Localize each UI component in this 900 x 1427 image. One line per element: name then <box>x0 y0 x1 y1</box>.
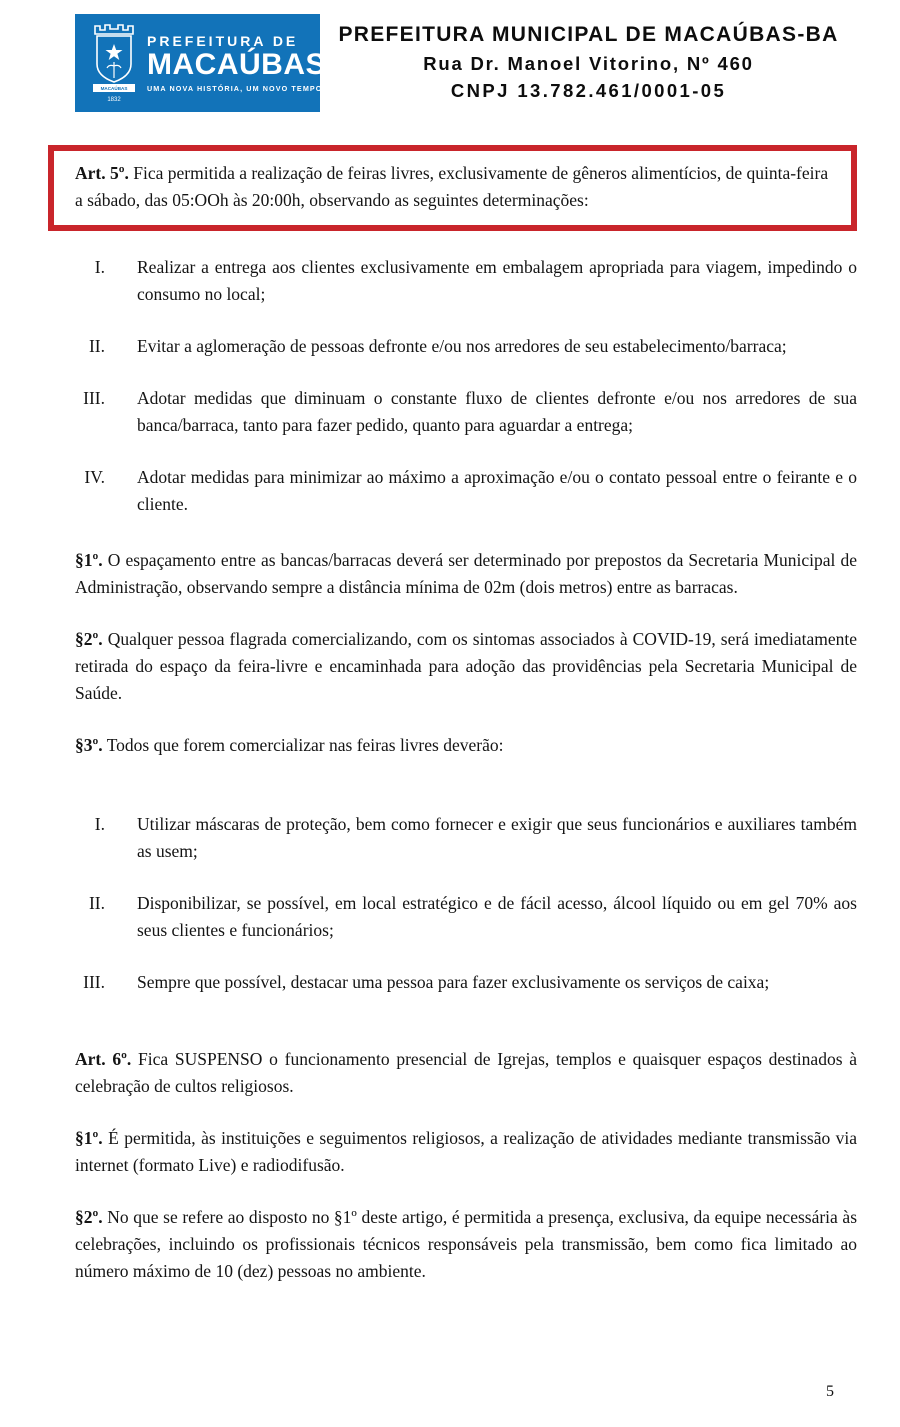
coat-of-arms-icon <box>85 20 143 106</box>
article-6-text: Fica SUSPENSO o funcionamento presencial de Igrejas, templos e quaisquer espaços destinados à celebração de cultos religiosos. <box>75 1049 858 1096</box>
list-item-text: Realizar a entrega aos clientes exclusivamente em embalagem apropriada para viagem, impedindo o consumo no local; <box>137 257 857 304</box>
list-item-text: Sempre que possível, destacar uma pessoa para fazer exclusivamente os serviços de caixa; <box>137 972 770 992</box>
article-6-paragraph-1 <box>75 1125 857 1179</box>
logo-tagline: UMA NOVA HISTÓRIA, UM NOVO TEMPO <box>147 84 323 93</box>
page-number: 5 <box>826 1383 834 1400</box>
city-logo <box>75 14 326 112</box>
paragraph-2 <box>75 626 857 707</box>
list-item-text: Adotar medidas para minimizar ao máximo a aproximação e/ou o contato pessoal entre o feirante e o cliente. <box>137 467 857 514</box>
article-5-label: Art. 5º. <box>75 163 129 183</box>
paragraph-label: §3º. <box>75 735 103 755</box>
list-item <box>75 385 857 439</box>
paragraph-text: O espaçamento entre as bancas/barracas deverá ser determinado por prepostos da Secretaria Municipal de Administração, observando sempre a distância mínima de 02m (dois metros) entre as barracas. <box>75 550 857 597</box>
logo-line-prefeitura: PREFEITURA DE <box>147 33 299 49</box>
list-item-numeral: III. <box>83 972 105 992</box>
article-6-paragraph-2 <box>75 1204 857 1285</box>
article-6-paragraph <box>75 1046 857 1100</box>
crest-year: 1832 <box>107 97 121 103</box>
list-item-text: Adotar medidas que diminuam o constante fluxo de clientes defronte e/ou nos arredores de sua banca/barraca, tanto para fazer pedido, quanto para aguardar a entrega; <box>137 388 857 435</box>
list-item <box>75 969 857 996</box>
list-item-numeral: III. <box>83 388 105 408</box>
logo-line-city: MACAÚBAS <box>147 48 326 81</box>
article-5-item-list <box>75 254 857 518</box>
paragraph-text: É permitida, às instituições e seguimentos religiosos, a realização de atividades mediante transmissão via internet (formato Live) e radiodifusão. <box>75 1128 858 1175</box>
list-item-text: Evitar a aglomeração de pessoas defronte e/ou nos arredores de seu estabelecimento/barraca; <box>137 336 787 356</box>
list-item-numeral: IV. <box>84 467 105 487</box>
list-item <box>75 254 857 308</box>
paragraph-label: §2º. <box>75 629 103 649</box>
municipality-address: Rua Dr. Manoel Vitorino, Nº 460 <box>423 53 754 74</box>
logo-wordmark <box>147 33 326 93</box>
paragraph-3-item-list <box>75 811 857 996</box>
list-item <box>75 333 857 360</box>
paragraph-3 <box>75 732 857 759</box>
svg-text:MACAÚBAS: MACAÚBAS <box>100 86 128 91</box>
paragraph-text: Todos que forem comercializar nas feiras livres deverão: <box>106 735 504 755</box>
article-5-text: Fica permitida a realização de feiras livres, exclusivamente de gêneros alimentícios, de quinta-feira a sábado, das 05:OOh às 20:00h, observando as seguintes determinações: <box>75 163 829 210</box>
paragraph-label: §2º. <box>75 1207 103 1227</box>
letterhead <box>0 0 900 112</box>
municipality-cnpj: CNPJ 13.782.461/0001-05 <box>450 80 727 101</box>
list-item-text: Utilizar máscaras de proteção, bem como fornecer e exigir que seus funcionários e auxiliares também as usem; <box>137 814 857 861</box>
list-item-numeral: II. <box>88 336 105 356</box>
document-body <box>0 145 900 1285</box>
list-item-numeral: II. <box>88 893 105 913</box>
list-item <box>75 811 857 865</box>
list-item <box>75 464 857 518</box>
paragraph-text: Qualquer pessoa flagrada comercializando, com os sintomas associados à COVID-19, será imediatamente retirada do espaço da feira-livre e encaminhada para adoção das providências pela Secretaria Municipal de Saúde. <box>75 629 858 703</box>
list-item-numeral: I. <box>94 257 105 277</box>
letterhead-text <box>320 14 857 102</box>
paragraph-label: §1º. <box>75 1128 103 1148</box>
paragraph-text: No que se refere ao disposto no §1º deste artigo, é permitida a presença, exclusiva, da equipe necessária às celebrações, incluindo os profissionais técnicos responsáveis pela transmissão, bem como fica limitado ao número máximo de 10 (dez) pessoas no ambiente. <box>75 1207 857 1281</box>
list-item-numeral: I. <box>94 814 105 834</box>
municipality-title: PREFEITURA MUNICIPAL DE MACAÚBAS-BA <box>338 23 839 46</box>
article-6-label: Art. 6º. <box>75 1049 132 1069</box>
list-item <box>75 890 857 944</box>
paragraph-1 <box>75 547 857 601</box>
paragraph-label: §1º. <box>75 550 103 570</box>
article-5-highlight-box <box>48 145 857 231</box>
list-item-text: Disponibilizar, se possível, em local estratégico e de fácil acesso, álcool líquido ou em gel 70% aos seus clientes e funcionários; <box>137 893 857 940</box>
